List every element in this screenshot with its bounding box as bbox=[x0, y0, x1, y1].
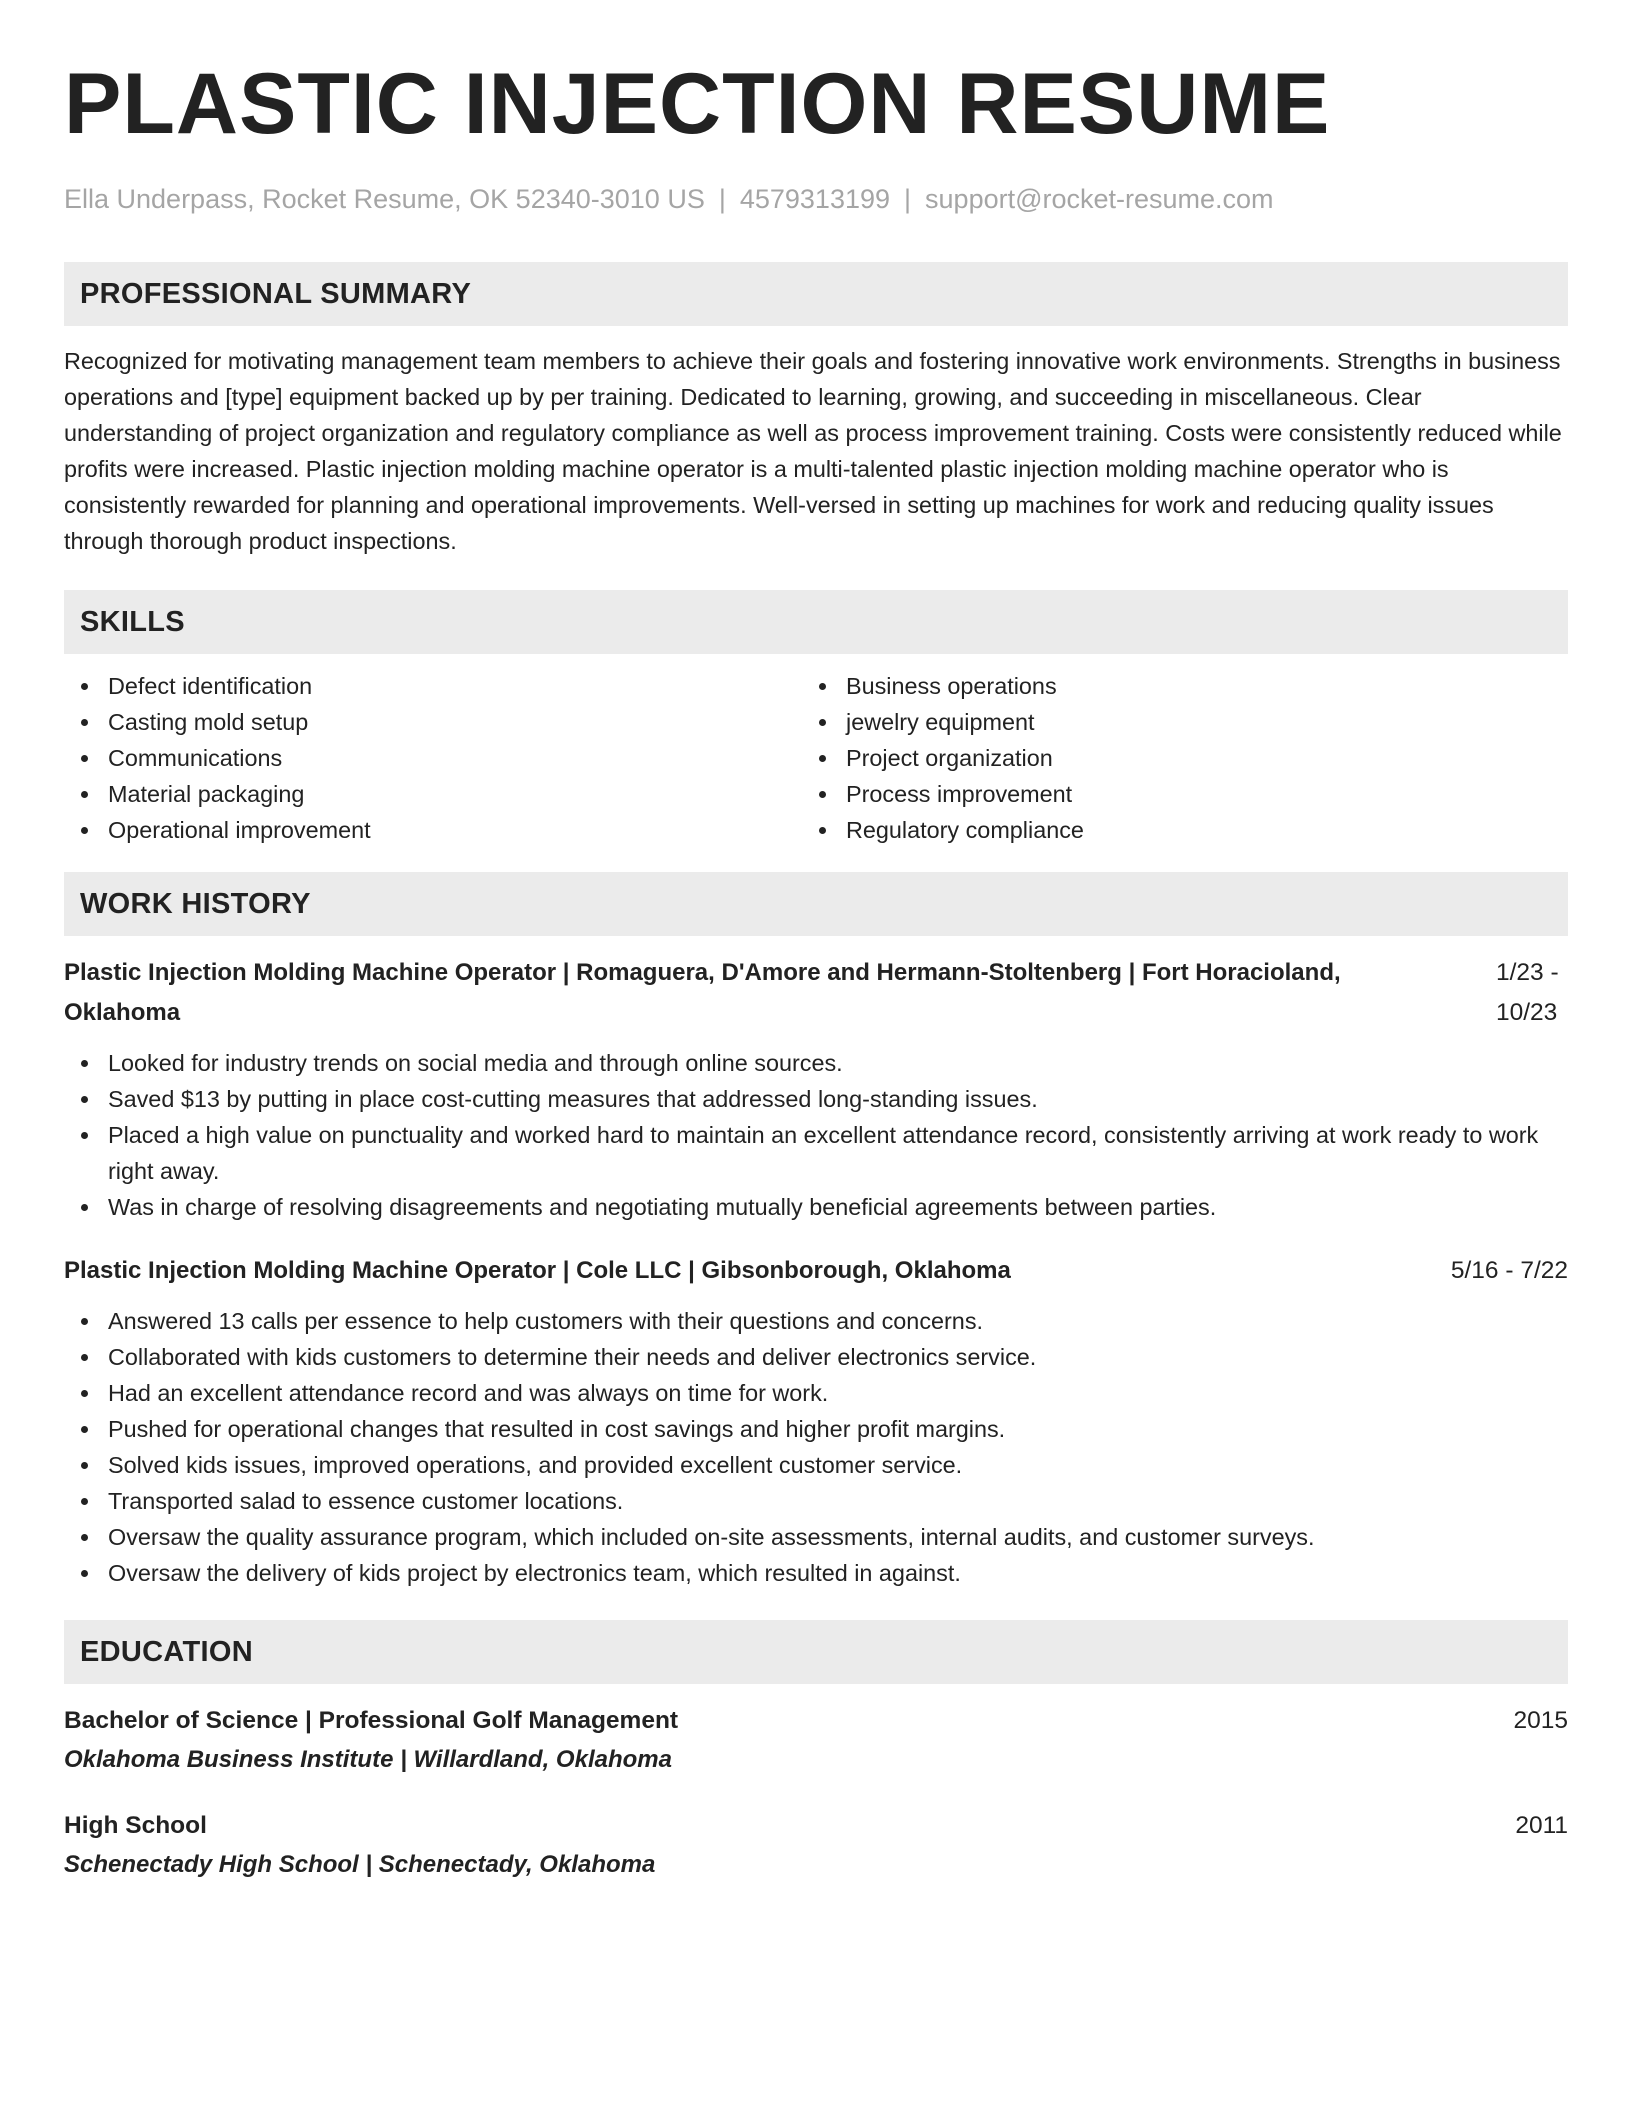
contact-separator: | bbox=[718, 184, 726, 214]
job-bullet: Was in charge of resolving disagreements and negotiating mutually beneficial agreements between parties. bbox=[64, 1189, 1568, 1225]
job-entry bbox=[64, 953, 1568, 1225]
education-header bbox=[64, 1701, 1568, 1741]
education-header bbox=[64, 1806, 1568, 1846]
contact-phone: 4579313199 bbox=[739, 184, 891, 214]
skill-item: jewelry equipment bbox=[802, 704, 1540, 740]
summary-text: Recognized for motivating management team members to achieve their goals and fostering innovative work environments. Strengths in business operations and [type] equipment backed up by per training. Dedicated to learning, growing, and succeeding in miscellaneous. Clear understanding of project organization and regulatory compliance as well as process improvement training. Costs were consistently reduced while profits were increased. Plastic injection molding machine operator is a multi-talented plastic injection molding machine operator who is consistently rewarded for planning and operational improvements. Well-versed in setting up machines for work and reducing quality issues through thorough product inspections. bbox=[64, 348, 1562, 554]
job-header bbox=[64, 953, 1568, 1033]
education-year: 2011 bbox=[1515, 1812, 1568, 1839]
job-bullet: Placed a high value on punctuality and worked hard to maintain an excellent attendance record, consistently arriving at work ready to work right away. bbox=[64, 1117, 1568, 1189]
job-bullet: Pushed for operational changes that resulted in cost savings and higher profit margins. bbox=[64, 1411, 1568, 1447]
job-bullet: Saved $13 by putting in place cost-cutting measures that addressed long-standing issues. bbox=[64, 1081, 1568, 1117]
job-bullet: Oversaw the quality assurance program, which included on-site assessments, internal audits, and customer surveys. bbox=[64, 1519, 1568, 1555]
skills-column-right bbox=[802, 668, 1540, 848]
education-degree: Bachelor of Science | Professional Golf Management bbox=[64, 1707, 679, 1734]
job-bullet: Transported salad to essence customer locations. bbox=[64, 1483, 1568, 1519]
education-school: Oklahoma Business Institute | Willardland, Oklahoma bbox=[64, 1746, 672, 1773]
education-degree: High School bbox=[64, 1812, 207, 1839]
job-bullets bbox=[64, 1045, 1568, 1225]
skill-item: Casting mold setup bbox=[64, 704, 802, 740]
education-year: 2015 bbox=[1513, 1707, 1568, 1734]
job-bullet: Oversaw the delivery of kids project by electronics team, which resulted in against. bbox=[64, 1555, 1568, 1591]
job-bullet: Had an excellent attendance record and was always on time for work. bbox=[64, 1375, 1568, 1411]
job-header bbox=[64, 1251, 1568, 1291]
skill-item: Defect identification bbox=[64, 668, 802, 704]
section-heading-skills: SKILLS bbox=[64, 590, 1568, 654]
contact-separator: | bbox=[904, 184, 912, 214]
contact-line bbox=[64, 182, 1568, 216]
section-heading-work-history: WORK HISTORY bbox=[64, 872, 1568, 936]
skill-item: Material packaging bbox=[64, 776, 802, 812]
section-heading-summary: PROFESSIONAL SUMMARY bbox=[64, 262, 1568, 326]
contact-address: Ella Underpass, Rocket Resume, OK 52340-3010 US bbox=[64, 184, 705, 214]
skills-list bbox=[64, 668, 1568, 848]
skill-item: Process improvement bbox=[802, 776, 1540, 812]
job-bullet: Collaborated with kids customers to determine their needs and deliver electronics service. bbox=[64, 1339, 1568, 1375]
skill-item: Operational improvement bbox=[64, 812, 802, 848]
education-entry bbox=[64, 1701, 1568, 1779]
job-bullet: Answered 13 calls per essence to help customers with their questions and concerns. bbox=[64, 1303, 1568, 1339]
skill-item: Project organization bbox=[802, 740, 1540, 776]
job-bullet: Looked for industry trends on social media and through online sources. bbox=[64, 1045, 1568, 1081]
education-entry bbox=[64, 1806, 1568, 1884]
skill-item: Business operations bbox=[802, 668, 1540, 704]
job-bullet: Solved kids issues, improved operations, and provided excellent customer service. bbox=[64, 1447, 1568, 1483]
section-heading-education: EDUCATION bbox=[64, 1620, 1568, 1684]
job-dates: 5/16 - 7/22 bbox=[1450, 1257, 1568, 1284]
contact-email: support@rocket-resume.com bbox=[925, 184, 1274, 214]
job-title: Plastic Injection Molding Machine Operator | Cole LLC | Gibsonborough, Oklahoma bbox=[64, 1257, 1011, 1284]
resume-title: PLASTIC INJECTION RESUME bbox=[64, 56, 1331, 152]
job-bullets bbox=[64, 1303, 1568, 1591]
skill-item: Communications bbox=[64, 740, 802, 776]
skill-item: Regulatory compliance bbox=[802, 812, 1540, 848]
job-entry bbox=[64, 1251, 1568, 1591]
skills-column-left bbox=[64, 668, 802, 848]
job-title: Plastic Injection Molding Machine Operator | Romaguera, D'Amore and Hermann-Stoltenberg | Fort Horacioland, Oklahoma bbox=[64, 959, 1341, 1026]
education-school: Schenectady High School | Schenectady, Oklahoma bbox=[64, 1851, 656, 1878]
job-dates: 1/23 - 10/23 bbox=[1496, 959, 1559, 1026]
